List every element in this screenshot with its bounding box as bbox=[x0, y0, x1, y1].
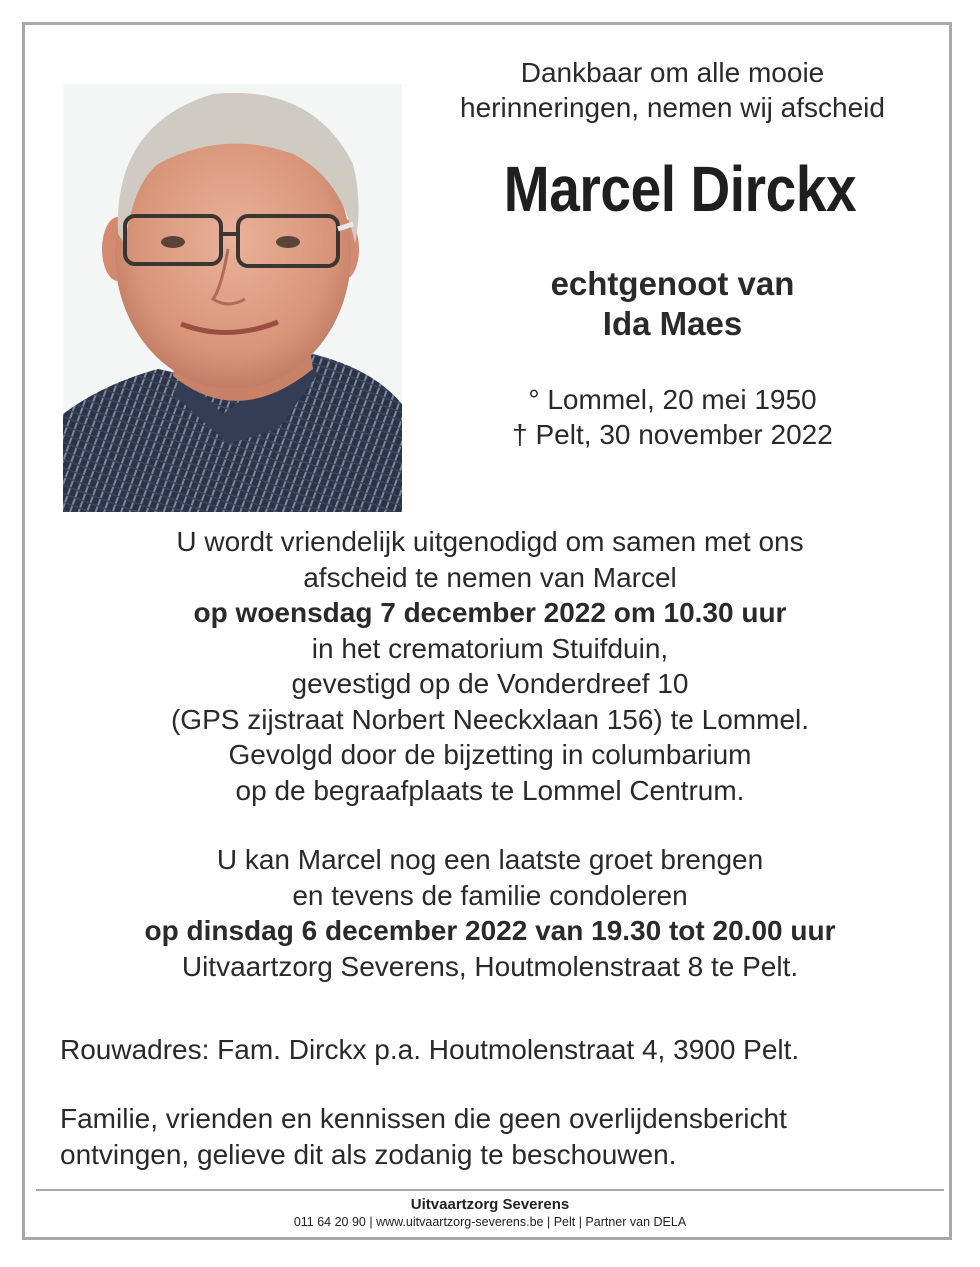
ceremony-line: gevestigd op de Vonderdreef 10 bbox=[291, 668, 689, 699]
ceremony-line: U wordt vriendelijk uitgenodigd om samen met ons bbox=[176, 526, 804, 557]
death-date: † Pelt, 30 november 2022 bbox=[512, 419, 833, 450]
portrait-photo bbox=[63, 84, 402, 512]
funeral-home-contact: 011 64 20 90 | www.uitvaartzorg-severens.be | Pelt | Partner van DELA bbox=[293, 1215, 687, 1229]
visitation-line: en tevens de familie condoleren bbox=[292, 879, 688, 911]
birth-date: ° Lommel, 20 mei 1950 bbox=[528, 384, 817, 415]
life-dates bbox=[440, 382, 905, 452]
deceased-name: Marcel Dirckx bbox=[503, 153, 857, 225]
notice-text bbox=[60, 1101, 930, 1172]
funeral-home-name: Uitvaartzorg Severens bbox=[410, 1196, 570, 1213]
intro-line: herinneringen, nemen wij afscheid bbox=[460, 92, 885, 123]
ceremony-line: Gevolgd door de bijzetting in columbarium bbox=[228, 739, 752, 770]
ceremony-datetime: op woensdag 7 december 2022 om 10.30 uur bbox=[193, 597, 787, 628]
intro-text bbox=[420, 55, 925, 125]
spouse-text bbox=[440, 264, 905, 344]
ceremony-line: afscheid te nemen van Marcel bbox=[303, 561, 677, 593]
spouse-name: Ida Maes bbox=[602, 305, 743, 342]
footer-divider bbox=[36, 1189, 944, 1191]
ceremony-line: in het crematorium Stuifduin, bbox=[311, 632, 669, 664]
ceremony-line: op de begraafplaats te Lommel Centrum. bbox=[235, 774, 745, 806]
visitation-line: Uitvaartzorg Severens, Houtmolenstraat 8 te Pelt. bbox=[181, 950, 799, 982]
visitation-text bbox=[60, 842, 920, 984]
ceremony-text bbox=[60, 524, 920, 808]
mourning-address: Rouwadres: Fam. Dirckx p.a. Houtmolenstraat 4, 3900 Pelt. bbox=[60, 1034, 800, 1065]
visitation-line: U kan Marcel nog een laatste groet brengen bbox=[216, 844, 764, 875]
notice-line: ontvingen, gelieve dit als zodanig te beschouwen. bbox=[60, 1138, 677, 1170]
spouse-label: echtgenoot van bbox=[550, 265, 795, 302]
notice-line: Familie, vrienden en kennissen die geen overlijdensbericht bbox=[60, 1103, 787, 1134]
intro-line: Dankbaar om alle mooie bbox=[520, 57, 825, 88]
footer bbox=[36, 1195, 944, 1231]
ceremony-line: (GPS zijstraat Norbert Neeckxlaan 156) te Lommel. bbox=[170, 703, 810, 735]
visitation-datetime: op dinsdag 6 december 2022 van 19.30 tot 20.00 uur bbox=[144, 915, 836, 946]
